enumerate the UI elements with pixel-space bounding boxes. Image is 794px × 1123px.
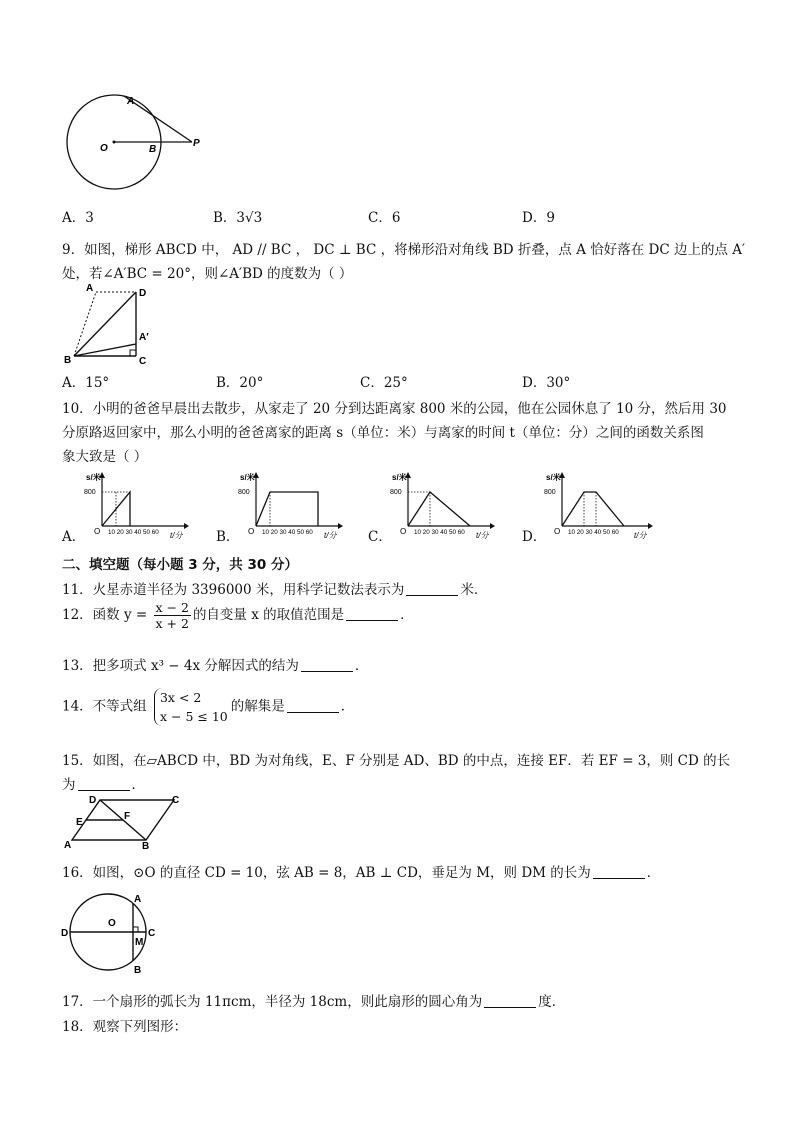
q10-b-ylabel: s/米	[240, 473, 255, 482]
q10-a-ylabel: s/米	[86, 473, 101, 482]
section-2-title: 二、填空题（每小题 3 分，共 30 分）	[62, 557, 298, 573]
q15-label-D: D	[89, 795, 97, 806]
q9-figure	[60, 282, 160, 368]
q16-label-C: C	[148, 928, 156, 939]
q12-numerator: x − 2	[155, 600, 189, 615]
q8-option-b-value: 3√3	[236, 210, 263, 226]
q13	[62, 654, 368, 674]
q14-row-2: x − 5 ≤ 10	[159, 709, 228, 724]
q8-option-d: D．9	[522, 210, 555, 226]
q15-blank	[78, 778, 130, 791]
q17	[62, 990, 565, 1010]
q8-option-b: B．3√3	[213, 210, 263, 226]
q8-label-P: P	[193, 138, 200, 149]
q10-d-ylabel: s/米	[546, 473, 561, 482]
q10-a-xticks: 10 20 30 40 50 60	[108, 529, 159, 536]
q15-label-E: E	[76, 817, 83, 828]
q14-row-1: 3x < 2	[159, 690, 202, 705]
q14	[62, 688, 354, 726]
q12-denominator: x + 2	[155, 616, 189, 631]
q14-end: ．	[340, 698, 355, 715]
q9-option-c: C．25°	[360, 375, 408, 391]
q17-blank	[484, 995, 536, 1008]
q15-label-A: A	[64, 840, 72, 850]
q10-d-xticks: 10 20 30 40 50 60	[568, 529, 619, 536]
q12	[62, 600, 414, 631]
q9-option-d: D．30°	[522, 375, 571, 391]
q9-label-A2: A′	[139, 332, 149, 343]
q13-blank	[301, 659, 353, 672]
q9-label-B: B	[64, 355, 72, 366]
q16-figure	[60, 886, 160, 976]
q14-text-2: 的解集是	[230, 698, 285, 715]
q17-text: 17．一个扇形的弧长为 11πcm，半径为 18cm，则此扇形的圆心角为	[62, 994, 483, 1010]
q15-end: ．	[131, 777, 145, 793]
q9-text-1: 9．如图，梯形 ABCD 中， AD // BC ， DC ⊥ BC ，将梯形沿对角线 BD 折叠，点 A 恰好落在 DC 边上的点 A′	[62, 242, 746, 258]
q10-d-xlabel: t/分	[634, 531, 647, 540]
q10-c-ylabel: s/米	[392, 473, 407, 482]
q10-a-origin: O	[94, 527, 101, 536]
q16-label-B: B	[134, 965, 142, 976]
q14-blank	[287, 700, 339, 713]
q10-text-2: 分原路返回家中，那么小明的爸爸离家的距离 s（单位：米）与离家的时间 t（单位：分）之间的函数关系图	[62, 425, 704, 441]
q16-blank	[593, 866, 645, 879]
q10-a-xlabel: t/分	[170, 531, 183, 540]
q16	[62, 861, 660, 881]
q16-end: ．	[646, 865, 661, 881]
q12-end: ．	[400, 607, 414, 623]
q10-b-ytick: 800	[238, 489, 250, 496]
q11	[62, 578, 487, 598]
q15-text-2: 为	[62, 777, 76, 793]
q15-text-1: 15．如图，在▱ABCD 中，BD 为对角线，E、F 分别是 AD、BD 的中点，连接 EF．若 EF = 3，则 CD 的长	[62, 753, 731, 769]
q16-label-D: D	[61, 928, 69, 939]
q16-label-M: M	[135, 937, 144, 948]
q16-label-A: A	[134, 894, 142, 905]
q9-option-a: A．15°	[62, 375, 110, 391]
q12-blank	[346, 608, 398, 621]
q10-option-a: A．	[62, 529, 86, 545]
q8-label-O: O	[100, 143, 108, 154]
q15-figure	[62, 792, 192, 850]
q10-graph-b	[234, 468, 344, 540]
q15-label-F: F	[124, 811, 131, 822]
q10-graph-c	[386, 468, 496, 540]
q10-option-c: C．	[368, 529, 392, 545]
q10-c-ytick: 800	[390, 489, 402, 496]
q11-blank	[406, 583, 458, 596]
q10-c-xticks: 10 20 30 40 50 60	[414, 529, 465, 536]
q10-c-origin: O	[400, 527, 407, 536]
q10-option-d: D．	[522, 529, 547, 545]
q8-label-A: A	[127, 96, 135, 107]
q10-c-xlabel: t/分	[476, 531, 489, 540]
q9-label-D: D	[139, 288, 147, 299]
q10-graph-d	[540, 468, 656, 540]
q10-b-origin: O	[248, 527, 255, 536]
q10-graph-a	[80, 468, 190, 540]
q10-d-origin: O	[554, 527, 561, 536]
q11-end: 米．	[460, 582, 488, 598]
q10-text-1: 10．小明的爸爸早晨出去散步，从家走了 20 分到达距离家 800 米的公园，他在公园休息了 10 分，然后用 30	[62, 401, 727, 417]
q12-text-2: 的自变量 x 的取值范围是	[192, 607, 345, 623]
q14-text: 14．不等式组	[62, 698, 147, 715]
q18-text: 18．观察下列图形：	[62, 1019, 188, 1035]
q16-text: 16．如图，⊙O 的直径 CD = 10，弦 AB = 8，AB ⊥ CD，垂足为 M，则 DM 的长为	[62, 865, 591, 881]
q9-option-b: B．20°	[216, 375, 264, 391]
q8-option-a: A．3	[62, 210, 94, 226]
q14-system	[154, 688, 228, 726]
q12-text: 12．函数 y =	[62, 607, 148, 623]
q13-end: ．	[354, 658, 369, 674]
q8-option-c: C．6	[368, 210, 401, 226]
q10-option-b: B．	[216, 529, 240, 545]
q16-label-O: O	[108, 918, 116, 929]
q15-label-C: C	[172, 795, 180, 806]
q13-text: 13．把多项式 x³ − 4x 分解因式的结为	[62, 658, 299, 674]
q15-line-2	[62, 773, 145, 793]
q9-label-C: C	[139, 356, 147, 367]
q8-figure	[60, 90, 210, 190]
q12-fraction	[154, 600, 191, 631]
q17-end: 度．	[538, 994, 566, 1010]
q10-d-ytick: 800	[544, 489, 556, 496]
q9-label-A: A	[86, 283, 94, 294]
q15-label-B: B	[142, 841, 150, 850]
q11-text: 11．火星赤道半径为 3396000 米，用科学记数法表示为	[62, 582, 405, 598]
q10-b-xticks: 10 20 30 40 50 60	[262, 529, 313, 536]
q10-text-3: 象大致是（ ）	[62, 449, 148, 465]
q8-label-B: B	[149, 144, 157, 155]
q9-text-2: 处，若∠A′BC = 20°，则∠A′BD 的度数为（ ）	[62, 266, 353, 282]
q10-b-xlabel: t/分	[324, 531, 337, 540]
q10-a-ytick: 800	[84, 489, 96, 496]
